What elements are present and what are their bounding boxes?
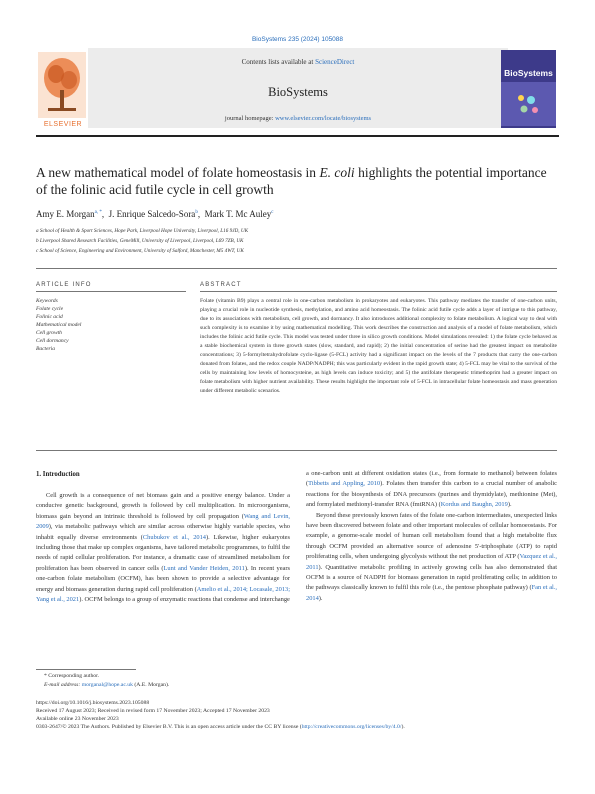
title-part-2: highlights the potential importance of the folinic acid futile cycle in cell growth [36, 165, 547, 197]
journal-reference[interactable]: BioSystems 235 (2024) 105088 [251, 36, 344, 43]
license-text: 0303-2647/© 2023 The Authors. Published by Elsevier B.V. This is an open access article under the CC BY license ( [36, 724, 302, 730]
paragraph-text: a one-carbon unit at different oxidation states (i.e., from formate to methanol) between folates ( [306, 470, 557, 488]
journal-title: BioSystems [268, 85, 328, 99]
author-affiliation-marker[interactable]: a, * [94, 210, 102, 215]
paragraph-text: ). Quantitative metabolic profiling in actively growing cells has also demonstrated that OCFM is a source of NADPH for biomass generation in rapid proliferating cells; in addition to the pathways classically known to fulfil this role (i.e., the pentose phosphate pathway) ( [306, 563, 557, 592]
keyword: Folate cycle [36, 306, 64, 312]
citation-link[interactable]: Fan et al., 2014 [306, 584, 558, 602]
keyword: Cell dormancy [36, 338, 69, 344]
keyword: Mathematical model [36, 322, 82, 328]
paragraph-text: ). In recent years one-carbon folate metabolism (OCFM), has been shown to provide a selective advantage for energy and biomass generation during rapid cell proliferation ( [36, 564, 291, 593]
paragraph [306, 469, 557, 511]
affiliation: c School of Science, Engineering and Environment, University of Salford, Manchester, M5 4WT, UK [36, 248, 244, 254]
sciencedirect-link[interactable]: ScienceDirect [315, 58, 355, 66]
author-affiliation-marker[interactable]: b [195, 210, 198, 215]
citation-link[interactable]: Kordus and Baughn, 2019 [440, 501, 508, 509]
email-suffix: (A.E. Morgan). [132, 682, 170, 688]
divider [36, 268, 557, 269]
article-title [36, 164, 556, 198]
divider [200, 291, 557, 292]
divider [36, 450, 557, 451]
author-name[interactable]: Amy E. Morgan [36, 209, 95, 219]
paragraph-text: Cell growth is a consequence of net biomass gain and a positive energy balance. Under a conducive genetic background, growth is followed by cell multiplication. In microorganisms, biomass gain beyond an intrinsic threshold is followed by cell propagation ( [36, 492, 290, 520]
contents-line [88, 58, 508, 66]
title-part-1: A new mathematical model of folate homeostasis in [36, 165, 320, 180]
paragraph-text: ). Folates then transfer this carbon to a crucial number of anabolic reactions for the biosynthesis of DNA precursors (purines and thymidylate), methionine (Met), and formylated methionyl-transfer RNA (fmtRNA) ( [306, 480, 557, 509]
received-dates: Received 17 August 2023; Received in revised form 17 November 2023; Accepted 17 November 2023 [36, 708, 270, 714]
intro-column-left [36, 491, 290, 605]
author-list: Amy E. Morgan$^{a, *}$, J. Enrique Salcedo-Sora$^b$, Mark T. Mc Auley$^c$ [36, 209, 274, 219]
citation-link[interactable]: Amelio et al., 2014; Locasale, 2013; Yang et al., 2021 [36, 585, 290, 604]
abstract-text: Folate (vitamin B9) plays a central role in one-carbon metabolism in prokaryotes and eukaryotes. This pathway mediates the transfer of one-carbon units, playing a crucial role in nucleotide synthesis, methylation, and amino acid homeostasis. The folinic acid futile cycle adds a layer of intrigue to this pathway, due to its associations with metabolism, cell growth, and dormancy. It also introduces additional complexity to folate metabolism. A logical way to deal with such complexity is to examine it by using mathematical modelling. This work describes the construction and analysis of a model of folate metabolism, which includes the folinic acid futile cycle. This model was tested under three in silico growth conditions. Model simulations revealed: 1) the folate cycle behaved as a stable biochemical system in three growth states (slow, standard, and rapid); 2) the initial concentration of serine had the greatest impact on metabolite concentrations; 3) 5-formyltetrahydrofolate cyclo-ligase (5-FCL) activity had a significant impact on the levels of the 7 products that carry the one-carbon donated from folates, and the redox couple NADP/NADPH; this was particularly evident in the rapid growth state; 4) 5-FCL may be vital to the survival of the cells by maintaining low levels of homocysteine, as high levels can induce toxicity; and 5) the antifolate therapeutic trimethoprim had a greater impact on folate metabolism with higher nutrient availability. These results highlight the important role of 5-FCL in intracellular folate homeostasis and mass generation under different metabolic scenarios. [200, 298, 557, 395]
header-rule [36, 135, 559, 137]
intro-column-right [306, 469, 557, 604]
keyword: Cell growth [36, 330, 62, 336]
paragraph-text: ). OCFM belongs to a group of enzymatic reactions that condense and interchange [79, 596, 290, 604]
email-label: E-mail address: [44, 682, 82, 688]
divider [36, 291, 186, 292]
email-line [44, 682, 169, 688]
license-link[interactable]: http://creativecommons.org/licenses/by/4.0/ [301, 724, 402, 730]
contents-prefix: Contents lists available at [241, 58, 316, 66]
footnote-rule [36, 669, 136, 670]
doi-link[interactable]: https://doi.org/10.1016/j.biosystems.2023.105088 [36, 700, 150, 706]
homepage-line [88, 115, 508, 122]
title-italic: E. coli [319, 165, 355, 180]
paragraph-text: ). [318, 594, 323, 602]
license-suffix: ). [401, 724, 405, 730]
paragraph-text: ). Likewise, higher eukaryotes including those that make up complex organisms, have tailored metabolic programmes, to fulfil the needs of rapid cellular proliferation. For instance, a dramatic case of streamlined metabolism for proliferation has been observed in cancer cells ( [36, 533, 290, 572]
paragraph-text: ). [507, 501, 512, 509]
keyword: Bacteria [36, 346, 55, 352]
affiliation: a School of Health & Sport Sciences, Hope Park, Liverpool Hope University, Liverpool, L16 9JD, UK [36, 228, 249, 234]
author-affiliation-marker[interactable]: c [271, 210, 274, 215]
license-line [36, 724, 558, 730]
citation-link[interactable]: Vazquez et al., 2011 [306, 553, 557, 571]
citation-link[interactable]: Lunt and Vander Heiden, 2011 [163, 564, 245, 572]
citation-link[interactable]: Tibbetts and Appling, 2010 [308, 480, 381, 488]
citation-link[interactable]: Chubukov et al., 2014 [142, 533, 206, 541]
abstract-heading: ABSTRACT [200, 282, 242, 288]
journal-cover-graphic-icon [515, 92, 541, 116]
paragraph [306, 511, 557, 605]
elsevier-tree-icon [38, 52, 86, 124]
keyword: Folinic acid [36, 314, 63, 320]
paragraph-text: ), via metabolic pathways which are similar across otherwise highly variable species, who inhabit equally diverse environments ( [36, 523, 290, 541]
paragraph-text: Beyond these previously known fates of the folate one-carbon intermediates, unexpected links have been discovered between folate and other important molecules of cellular homoeostasis. For example, a genome-scale model of human cell metabolism found that a high metabolite flux through OCFM provided an alternative source of adenosine 5'-triphosphate (ATP) to rapid proliferating cells, when undergoing glycolysis without the net production of ATP ( [306, 511, 557, 561]
publisher-logo-text: ELSEVIER [43, 121, 83, 128]
keywords-label: Keywords [36, 298, 58, 304]
corresponding-author-note: * Corresponding author. [44, 673, 100, 679]
available-online: Available online 23 November 2023 [36, 716, 119, 722]
article-info-heading: ARTICLE INFO [36, 282, 92, 288]
affiliation: b Liverpool Shared Research Facilities, GeneMill, University of Liverpool, Liverpool, L69 7ZB, UK [36, 238, 244, 244]
paragraph [36, 491, 290, 605]
email-link[interactable]: morganal@hope.ac.uk [81, 682, 133, 688]
author-name[interactable]: Mark T. Mc Auley [204, 209, 272, 219]
citation-link[interactable]: Wang and Levin, 2009 [36, 512, 290, 531]
homepage-prefix: journal homepage: [224, 115, 276, 122]
journal-cover-title: BioSystems [504, 68, 553, 78]
homepage-link[interactable]: www.elsevier.com/locate/biosystems [275, 115, 372, 122]
author-name[interactable]: J. Enrique Salcedo-Sora [108, 209, 196, 219]
section-heading-introduction: 1. Introduction [36, 471, 80, 478]
